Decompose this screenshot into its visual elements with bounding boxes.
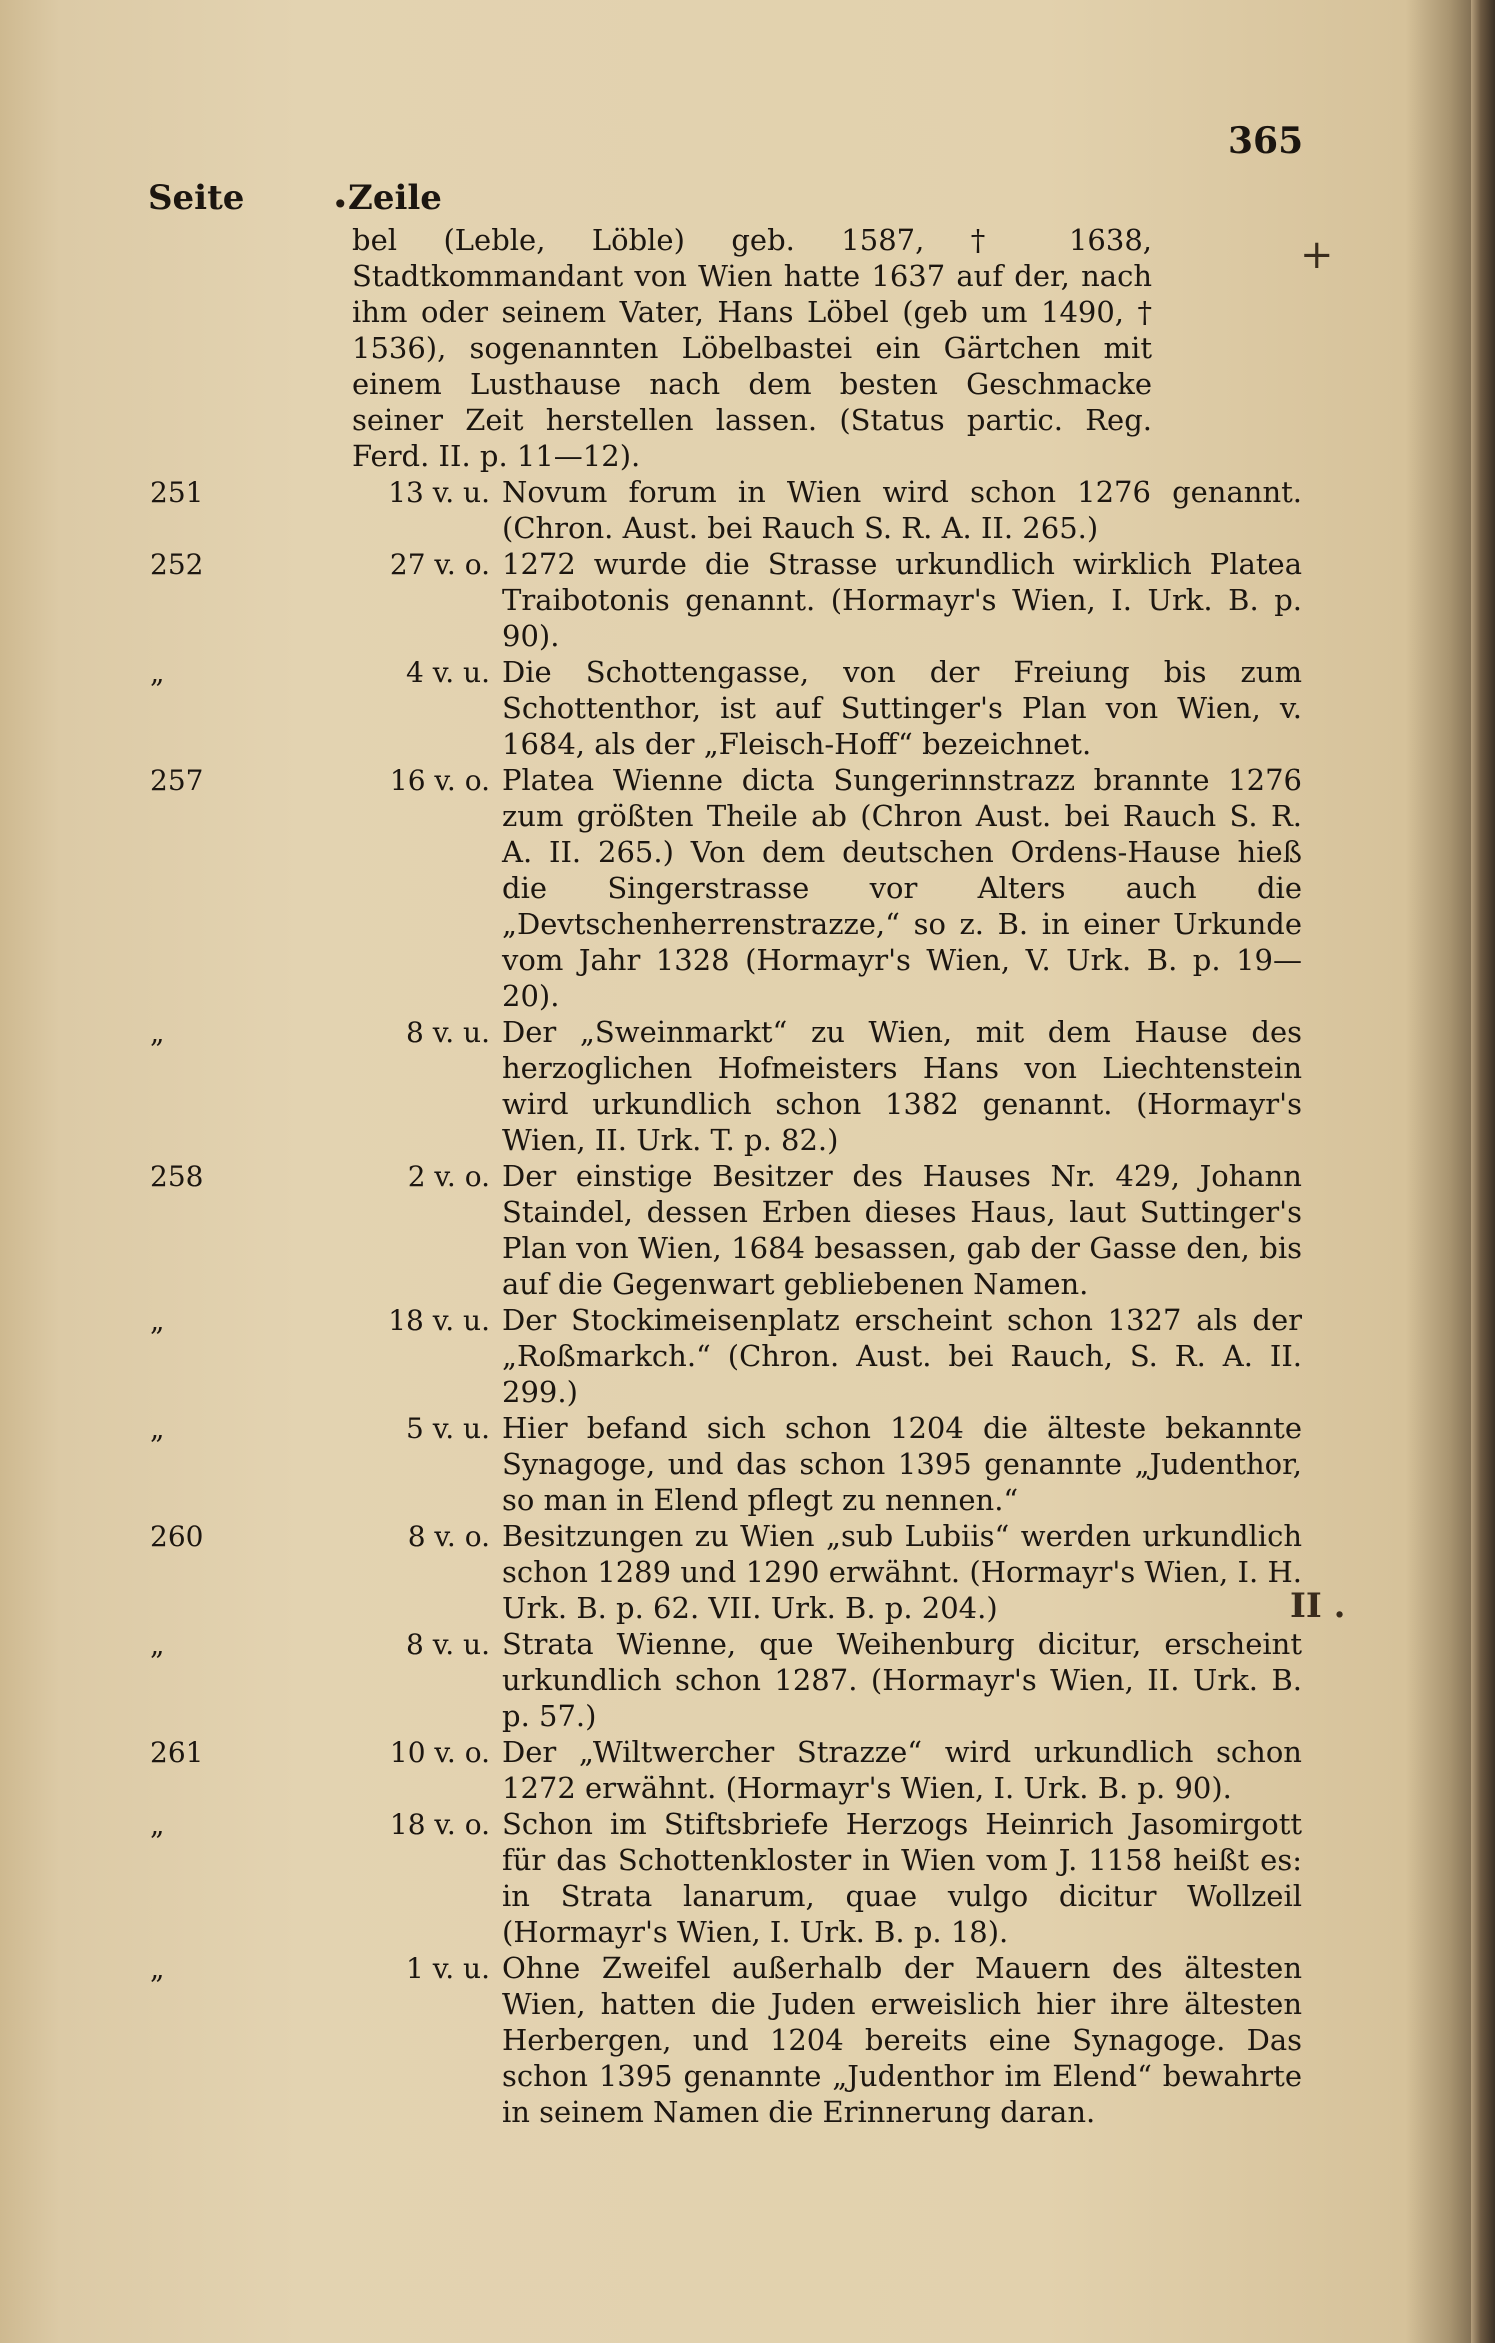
continuation-text: bel (Leble, Löble) geb. 1587, † 1638, Stadtkommandant von Wien hatte 1637 auf der, nach ihm oder seinem Vater, Hans Löbel (geb um 1490, † 1536), sogenannten Löbelbastei ein Gärtchen mit einem Lusthause nach dem besten Geschmacke seiner Zeit herstellen lassen. (Status partic. Reg. Ferd. II. p. 11—12).	[352, 223, 1152, 473]
entry-text: Die Schottengasse, von der Freiung bis zum Schottenthor, ist auf Suttinger's Plan von Wien, v. 1684, als der „Fleisch-Hoff“ bezeichnet.	[502, 655, 1302, 761]
entry-seite: 251	[150, 476, 204, 509]
entry-text: 1272 wurde die Strasse urkundlich wirklich Platea Traibotonis genannt. (Hormayr's Wien, I. Urk. B. p. 90).	[502, 547, 1302, 653]
entry-text: Der einstige Besitzer des Hauses Nr. 429, Johann Staindel, dessen Erben dieses Haus, laut Suttinger's Plan von Wien, 1684 besassen, gab der Gasse den, bis auf die Gegenwart gebliebenen Namen.	[502, 1159, 1302, 1301]
page-number: 365	[1228, 120, 1304, 162]
entry-text: Hier befand sich schon 1204 die älteste bekannte Synagoge, und das schon 1395 genannte „Judenthor, so man in Elend pflegt zu nennen.“	[502, 1411, 1302, 1517]
entry-seite: „	[150, 1304, 165, 1337]
entry-text: Strata Wienne, que Weihenburg dicitur, erscheint urkundlich schon 1287. (Hormayr's Wien, II. Urk. B. p. 57.)	[502, 1627, 1302, 1733]
entry-text: Der „Wiltwercher Strazze“ wird urkundlich schon 1272 erwähnt. (Hormayr's Wien, I. Urk. B. p. 90).	[502, 1735, 1302, 1805]
entry-seite: „	[150, 656, 165, 689]
entry-seite: 260	[150, 1520, 204, 1553]
entry-row	[0, 1626, 1495, 1734]
entry-seite: „	[150, 1412, 165, 1445]
entry-row	[0, 1014, 1495, 1158]
entry-zeile: 8 v. o.	[407, 1520, 490, 1553]
entry-zeile: 8 v. u.	[406, 1016, 490, 1049]
entry-row	[0, 1410, 1495, 1518]
column-header-zeile: Zeile	[348, 178, 442, 218]
entry-seite: 252	[150, 548, 204, 581]
entry-zeile: 16 v. o.	[389, 764, 490, 797]
entry-zeile: 18 v. o.	[389, 1808, 490, 1841]
entry-text: Der „Sweinmarkt“ zu Wien, mit dem Hause des herzoglichen Hofmeisters Hans von Liechtenstein wird urkundlich schon 1382 genannt. (Hormayr's Wien, II. Urk. T. p. 82.)	[502, 1015, 1302, 1157]
entry-row	[0, 474, 1495, 546]
entry-row	[0, 546, 1495, 654]
entry-zeile: 4 v. u.	[406, 656, 490, 689]
continuation-entry	[0, 222, 1495, 474]
entry-zeile: 10 v. o.	[389, 1736, 490, 1769]
entry-seite: 257	[150, 764, 204, 797]
entry-zeile: 18 v. u.	[388, 1304, 490, 1337]
entry-text: Platea Wienne dicta Sungerinnstrazz brannte 1276 zum größten Theile ab (Chron Aust. bei Rauch S. R. A. II. 265.) Von dem deutschen Ordens-Hause hieß die Singerstrasse vor Alters auch die „Devtschenherrenstrazze,“ so z. B. in einer Urkunde vom Jahr 1328 (Hormayr's Wien, V. Urk. B. p. 19—20).	[502, 763, 1302, 1013]
margin-roman-mark: II .	[1290, 1586, 1346, 1626]
entry-zeile: 8 v. u.	[406, 1628, 490, 1661]
entry-text: Der Stockimeisenplatz erscheint schon 1327 als der „Roßmarkch.“ (Chron. Aust. bei Rauch, S. R. A. II. 299.)	[502, 1303, 1302, 1409]
entry-row	[0, 1158, 1495, 1302]
entry-row	[0, 1950, 1495, 2130]
entry-zeile: 5 v. u.	[406, 1412, 490, 1445]
entry-seite: 261	[150, 1736, 204, 1769]
entry-zeile: 13 v. u.	[388, 476, 490, 509]
entry-row	[0, 654, 1495, 762]
entry-seite: „	[150, 1628, 165, 1661]
entry-seite: „	[150, 1808, 165, 1841]
entry-zeile: 2 v. o.	[407, 1160, 490, 1193]
entry-row	[0, 1806, 1495, 1950]
entry-text: Schon im Stiftsbriefe Herzogs Heinrich Jasomirgott für das Schottenkloster in Wien vom J. 1158 heißt es: in Strata lanarum, quae vulgo dicitur Wollzeil (Hormayr's Wien, I. Urk. B. p. 18).	[502, 1807, 1302, 1949]
entry-zeile: 1 v. u.	[406, 1952, 490, 1985]
entry-zeile: 27 v. o.	[389, 548, 490, 581]
entry-seite: „	[150, 1952, 165, 1985]
entry-text: Besitzungen zu Wien „sub Lubiis“ werden urkundlich schon 1289 und 1290 erwähnt. (Hormayr's Wien, I. H. Urk. B. p. 62. VII. Urk. B. p. 204.)	[502, 1519, 1302, 1625]
entry-row	[0, 1518, 1495, 1626]
entry-row	[0, 1302, 1495, 1410]
column-header-seite: Seite	[148, 178, 245, 218]
entry-row	[0, 762, 1495, 1014]
entry-seite: 258	[150, 1160, 204, 1193]
errata-list	[0, 222, 1495, 2130]
entry-text: Novum forum in Wien wird schon 1276 genannt. (Chron. Aust. bei Rauch S. R. A. II. 265.)	[502, 475, 1302, 545]
entry-text: Ohne Zweifel außerhalb der Mauern des ältesten Wien, hatten die Juden erweislich hier ihre ältesten Herbergen, und 1204 bereits eine Synagoge. Das schon 1395 genannte „Judenthor im Elend“ bewahrte in seinem Namen die Erinnerung daran.	[502, 1951, 1302, 2129]
bullet-mark: •	[332, 188, 349, 221]
entry-row	[0, 1734, 1495, 1806]
margin-plus-mark: +	[1300, 232, 1334, 278]
entry-seite: „	[150, 1016, 165, 1049]
